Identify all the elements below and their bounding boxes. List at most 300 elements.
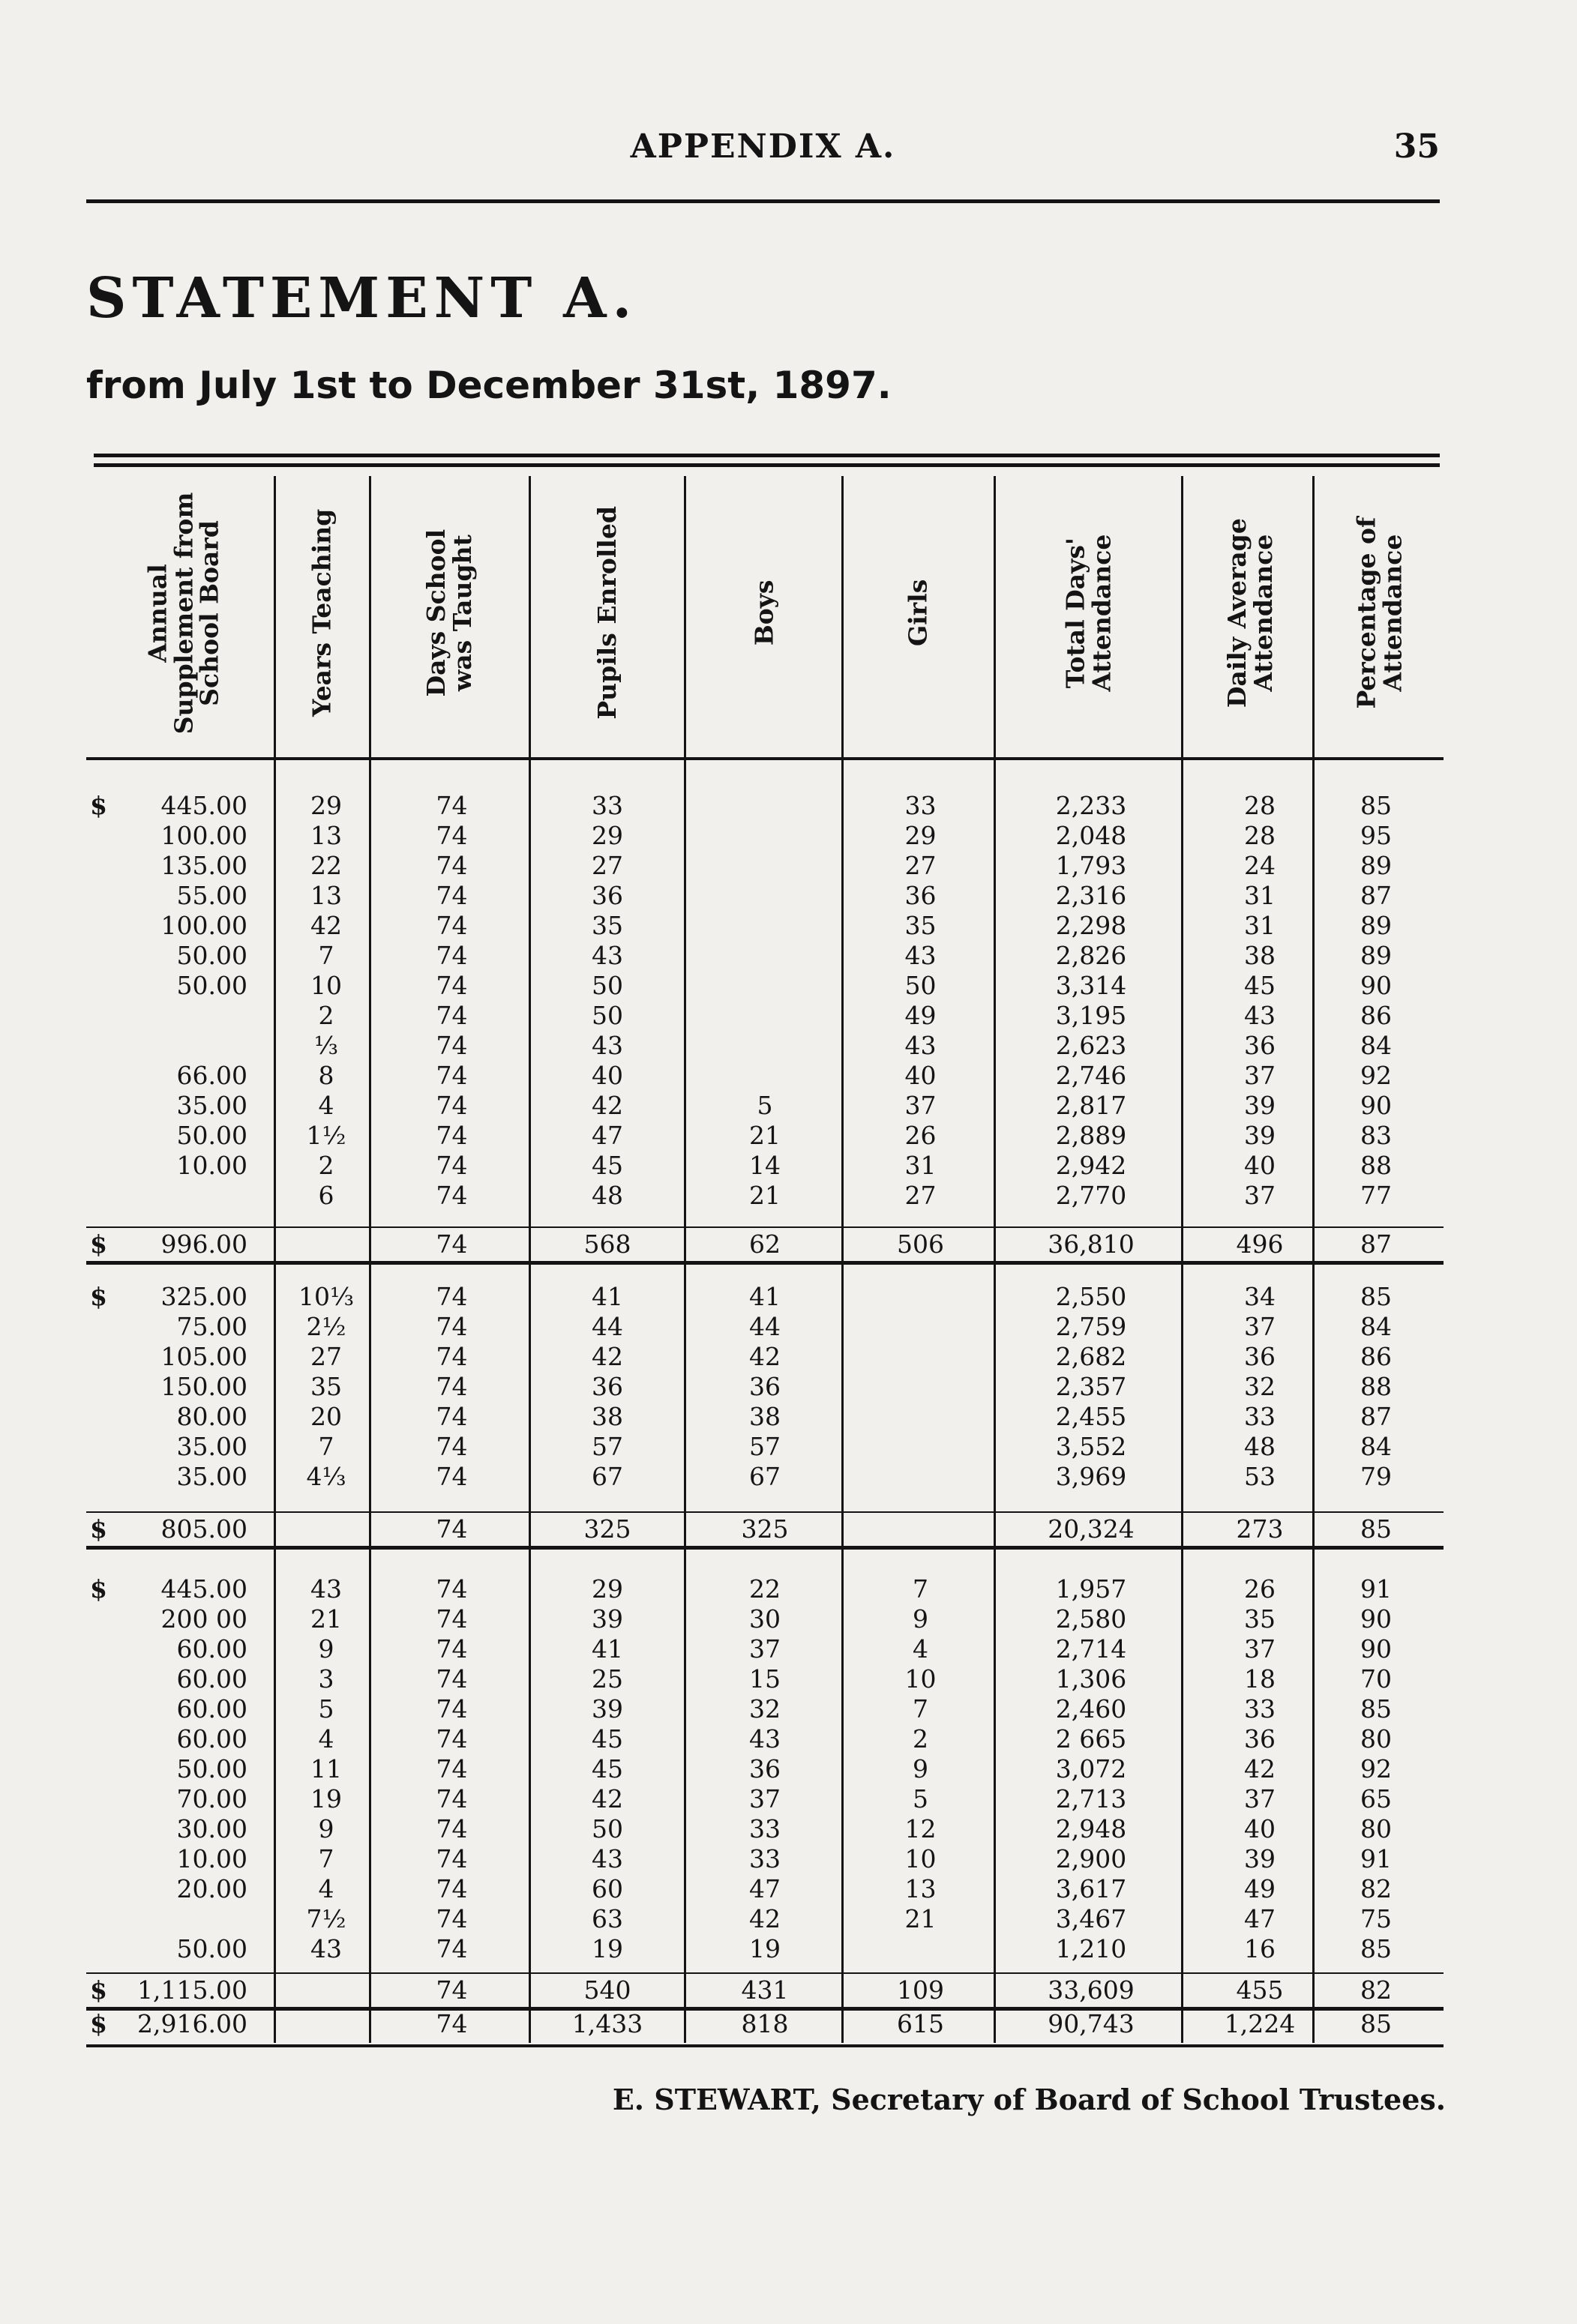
years-cell: 1½ bbox=[306, 1121, 346, 1150]
statement-title: STATEMENT A. bbox=[86, 266, 638, 331]
boys-cell: 5 bbox=[757, 1091, 773, 1120]
total-days-cell: 2,580 bbox=[1055, 1604, 1127, 1634]
column-header-girls bbox=[844, 476, 994, 750]
pupils-cell: 325 bbox=[583, 1514, 631, 1544]
pupils-cell: 540 bbox=[583, 1975, 631, 2005]
table-row bbox=[0, 1091, 1577, 1121]
daily-avg-cell: 43 bbox=[1244, 1001, 1276, 1030]
pupils-cell: 39 bbox=[592, 1694, 623, 1724]
total-days-cell: 3,467 bbox=[1055, 1904, 1127, 1933]
percentage-cell: 79 bbox=[1360, 1462, 1392, 1491]
daily-avg-cell: 40 bbox=[1244, 1814, 1276, 1843]
daily-avg-cell: 16 bbox=[1244, 1934, 1276, 1963]
column-header-years bbox=[274, 476, 371, 750]
table-top-rule bbox=[94, 454, 1440, 457]
supplement-cell: 10.00 bbox=[176, 1151, 247, 1180]
supplement-cell: 10.00 bbox=[176, 1844, 247, 1873]
years-cell: 4 bbox=[318, 1874, 334, 1903]
daily-avg-cell: 33 bbox=[1244, 1402, 1276, 1431]
days-cell: 74 bbox=[436, 1151, 468, 1180]
days-cell: 74 bbox=[436, 1664, 468, 1694]
supplement-cell: 30.00 bbox=[176, 1814, 247, 1843]
pupils-cell: 19 bbox=[592, 1934, 623, 1963]
girls-cell: 7 bbox=[913, 1694, 928, 1724]
years-cell: ⅓ bbox=[314, 1031, 338, 1060]
daily-avg-cell: 28 bbox=[1244, 821, 1276, 850]
percentage-cell: 87 bbox=[1360, 881, 1392, 910]
girls-cell: 49 bbox=[904, 1001, 937, 1030]
girls-cell: 21 bbox=[904, 1904, 937, 1933]
daily-avg-cell: 26 bbox=[1244, 1574, 1276, 1604]
pupils-cell: 60 bbox=[592, 1874, 623, 1903]
percentage-cell: 92 bbox=[1360, 1754, 1392, 1783]
pupils-cell: 568 bbox=[583, 1229, 631, 1259]
daily-avg-cell: 31 bbox=[1244, 911, 1276, 940]
total-days-cell: 2,900 bbox=[1055, 1844, 1127, 1873]
boys-cell: 37 bbox=[749, 1784, 781, 1813]
years-cell: 35 bbox=[310, 1372, 342, 1401]
total-days-cell: 1,957 bbox=[1055, 1574, 1127, 1604]
daily-avg-cell: 53 bbox=[1244, 1462, 1276, 1491]
days-cell: 74 bbox=[436, 1001, 468, 1030]
table-row bbox=[0, 1904, 1577, 1934]
daily-avg-cell: 32 bbox=[1244, 1372, 1276, 1401]
days-cell: 74 bbox=[436, 1874, 468, 1903]
girls-cell: 10 bbox=[904, 1844, 937, 1873]
pupils-cell: 41 bbox=[592, 1634, 623, 1664]
boys-cell: 41 bbox=[749, 1282, 781, 1311]
subtotal-row bbox=[0, 1975, 1577, 2005]
column-header-label: Total Days' Attendance bbox=[1060, 534, 1117, 692]
girls-cell: 29 bbox=[904, 821, 937, 850]
total-days-cell: 2,550 bbox=[1055, 1282, 1127, 1311]
days-cell: 74 bbox=[436, 1754, 468, 1783]
supplement-cell: 445.00 bbox=[160, 1574, 247, 1604]
days-cell: 74 bbox=[436, 1402, 468, 1431]
days-cell: 74 bbox=[436, 851, 468, 880]
column-header-days bbox=[371, 476, 529, 750]
table-row bbox=[0, 1814, 1577, 1844]
percentage-cell: 91 bbox=[1360, 1574, 1392, 1604]
pupils-cell: 25 bbox=[592, 1664, 623, 1694]
pupils-cell: 36 bbox=[592, 1372, 623, 1401]
days-cell: 74 bbox=[436, 1724, 468, 1753]
total-days-cell: 2,682 bbox=[1055, 1342, 1127, 1371]
total-days-cell: 2,460 bbox=[1055, 1694, 1127, 1724]
girls-cell: 43 bbox=[904, 1031, 937, 1060]
years-cell: 2 bbox=[318, 1001, 334, 1030]
dollar-sign: $ bbox=[90, 1229, 107, 1259]
years-cell: 6 bbox=[318, 1181, 334, 1210]
days-cell: 74 bbox=[436, 971, 468, 1000]
percentage-cell: 77 bbox=[1360, 1181, 1392, 1210]
boys-cell: 57 bbox=[749, 1432, 781, 1461]
supplement-cell: 70.00 bbox=[176, 1784, 247, 1813]
percentage-cell: 88 bbox=[1360, 1151, 1392, 1180]
column-header-label: Days School was Taught bbox=[421, 529, 477, 697]
days-cell: 74 bbox=[436, 1462, 468, 1491]
years-cell: 7 bbox=[318, 1844, 334, 1873]
supplement-cell: 60.00 bbox=[176, 1724, 247, 1753]
years-cell: 8 bbox=[318, 1061, 334, 1090]
days-cell: 74 bbox=[436, 2009, 468, 2038]
total-days-cell: 2,623 bbox=[1055, 1031, 1127, 1060]
days-cell: 74 bbox=[436, 1975, 468, 2005]
daily-avg-cell: 49 bbox=[1244, 1874, 1276, 1903]
column-header-label: Boys bbox=[749, 580, 779, 646]
table-row bbox=[0, 1061, 1577, 1091]
supplement-cell: 200 00 bbox=[160, 1604, 247, 1634]
pupils-cell: 38 bbox=[592, 1402, 623, 1431]
girls-cell: 9 bbox=[913, 1754, 928, 1783]
years-cell: 3 bbox=[318, 1664, 334, 1694]
total-days-cell: 2 665 bbox=[1055, 1724, 1127, 1753]
column-header-label: Pupils Enrolled bbox=[592, 506, 622, 720]
days-cell: 74 bbox=[436, 1814, 468, 1843]
percentage-cell: 84 bbox=[1360, 1031, 1392, 1060]
years-cell: 43 bbox=[310, 1574, 342, 1604]
total-days-cell: 1,793 bbox=[1055, 851, 1127, 880]
boys-cell: 21 bbox=[749, 1121, 781, 1150]
percentage-cell: 65 bbox=[1360, 1784, 1392, 1813]
column-header-pupils bbox=[529, 476, 686, 750]
pupils-cell: 67 bbox=[592, 1462, 623, 1491]
percentage-cell: 90 bbox=[1360, 1091, 1392, 1120]
table-bottom-rule bbox=[86, 2044, 1444, 2047]
total-days-cell: 2,746 bbox=[1055, 1061, 1127, 1090]
boys-cell: 14 bbox=[749, 1151, 781, 1180]
total-days-cell: 1,210 bbox=[1055, 1934, 1127, 1963]
table-row bbox=[0, 1402, 1577, 1432]
girls-cell: 36 bbox=[904, 881, 937, 910]
percentage-cell: 75 bbox=[1360, 1904, 1392, 1933]
total-days-cell: 2,942 bbox=[1055, 1151, 1127, 1180]
percentage-cell: 84 bbox=[1360, 1432, 1392, 1461]
appendix-title: APPENDIX A. bbox=[630, 127, 896, 166]
percentage-cell: 83 bbox=[1360, 1121, 1392, 1150]
pupils-cell: 43 bbox=[592, 1031, 623, 1060]
boys-cell: 37 bbox=[749, 1634, 781, 1664]
years-cell: 7 bbox=[318, 941, 334, 970]
table-row bbox=[0, 1754, 1577, 1784]
years-cell: 11 bbox=[310, 1754, 342, 1783]
boys-cell: 21 bbox=[749, 1181, 781, 1210]
pupils-cell: 35 bbox=[592, 911, 623, 940]
table-row bbox=[0, 1151, 1577, 1181]
total-days-cell: 2,948 bbox=[1055, 1814, 1127, 1843]
table-row bbox=[0, 1934, 1577, 1964]
days-cell: 74 bbox=[436, 1634, 468, 1664]
percentage-cell: 91 bbox=[1360, 1844, 1392, 1873]
percentage-cell: 89 bbox=[1360, 851, 1392, 880]
percentage-cell: 86 bbox=[1360, 1342, 1392, 1371]
percentage-cell: 85 bbox=[1360, 791, 1392, 820]
girls-cell: 12 bbox=[904, 1814, 937, 1843]
supplement-cell: 35.00 bbox=[176, 1462, 247, 1491]
daily-avg-cell: 47 bbox=[1244, 1904, 1276, 1933]
pupils-cell: 43 bbox=[592, 1844, 623, 1873]
girls-cell: 109 bbox=[897, 1975, 944, 2005]
days-cell: 74 bbox=[436, 1432, 468, 1461]
days-cell: 74 bbox=[436, 791, 468, 820]
table-row bbox=[0, 791, 1577, 821]
pupils-cell: 44 bbox=[592, 1312, 623, 1341]
total-days-cell: 3,552 bbox=[1055, 1432, 1127, 1461]
years-cell: 13 bbox=[310, 821, 342, 850]
percentage-cell: 88 bbox=[1360, 1372, 1392, 1401]
supplement-cell: 35.00 bbox=[176, 1091, 247, 1120]
years-cell: 27 bbox=[310, 1342, 342, 1371]
years-cell: 7½ bbox=[306, 1904, 346, 1933]
daily-avg-cell: 45 bbox=[1244, 971, 1276, 1000]
supplement-cell: 805.00 bbox=[160, 1514, 247, 1544]
days-cell: 74 bbox=[436, 1312, 468, 1341]
table-row bbox=[0, 1784, 1577, 1814]
total-days-cell: 2,298 bbox=[1055, 911, 1127, 940]
column-header-supplement bbox=[94, 476, 274, 750]
boys-cell: 44 bbox=[749, 1312, 781, 1341]
daily-avg-cell: 37 bbox=[1244, 1061, 1276, 1090]
column-header-daily-avg bbox=[1185, 476, 1316, 750]
pupils-cell: 43 bbox=[592, 941, 623, 970]
girls-cell: 27 bbox=[904, 851, 937, 880]
page-number: 35 bbox=[1393, 127, 1440, 166]
supplement-cell: 50.00 bbox=[176, 1754, 247, 1783]
total-days-cell: 2,817 bbox=[1055, 1091, 1127, 1120]
header-bottom-rule bbox=[86, 757, 1444, 760]
girls-cell: 4 bbox=[913, 1634, 928, 1664]
pupils-cell: 42 bbox=[592, 1784, 623, 1813]
daily-avg-cell: 28 bbox=[1244, 791, 1276, 820]
table-row bbox=[0, 1664, 1577, 1694]
pupils-cell: 29 bbox=[592, 821, 623, 850]
days-cell: 74 bbox=[436, 911, 468, 940]
daily-avg-cell: 37 bbox=[1244, 1634, 1276, 1664]
daily-avg-cell: 18 bbox=[1244, 1664, 1276, 1694]
percentage-cell: 85 bbox=[1360, 2009, 1392, 2038]
total-days-cell: 3,617 bbox=[1055, 1874, 1127, 1903]
table-row bbox=[0, 1462, 1577, 1492]
statement-subtitle: from July 1st to December 31st, 1897. bbox=[86, 364, 892, 407]
percentage-cell: 92 bbox=[1360, 1061, 1392, 1090]
pupils-cell: 42 bbox=[592, 1342, 623, 1371]
signature: E. STEWART, Secretary of Board of School Trustees. bbox=[612, 2083, 1446, 2116]
table-row bbox=[0, 1432, 1577, 1462]
supplement-cell: 445.00 bbox=[160, 791, 247, 820]
table-top-rule-2 bbox=[94, 463, 1440, 467]
supplement-cell: 66.00 bbox=[176, 1061, 247, 1090]
table-row bbox=[0, 971, 1577, 1001]
percentage-cell: 95 bbox=[1360, 821, 1392, 850]
daily-avg-cell: 35 bbox=[1244, 1604, 1276, 1634]
supplement-cell: 50.00 bbox=[176, 971, 247, 1000]
group-separator-rule bbox=[86, 1261, 1444, 1265]
days-cell: 74 bbox=[436, 1372, 468, 1401]
years-cell: 21 bbox=[310, 1604, 342, 1634]
years-cell: 5 bbox=[318, 1694, 334, 1724]
boys-cell: 19 bbox=[749, 1934, 781, 1963]
supplement-cell: 20.00 bbox=[176, 1874, 247, 1903]
boys-cell: 42 bbox=[749, 1342, 781, 1371]
table-row bbox=[0, 1031, 1577, 1061]
years-cell: 9 bbox=[318, 1634, 334, 1664]
girls-cell: 37 bbox=[904, 1091, 937, 1120]
pupils-cell: 1,433 bbox=[571, 2009, 643, 2038]
girls-cell: 10 bbox=[904, 1664, 937, 1694]
percentage-cell: 84 bbox=[1360, 1312, 1392, 1341]
daily-avg-cell: 36 bbox=[1244, 1031, 1276, 1060]
total-days-cell: 1,306 bbox=[1055, 1664, 1127, 1694]
supplement-cell: 135.00 bbox=[160, 851, 247, 880]
pupils-cell: 27 bbox=[592, 851, 623, 880]
pupils-cell: 63 bbox=[592, 1904, 623, 1933]
boys-cell: 33 bbox=[749, 1844, 781, 1873]
days-cell: 74 bbox=[436, 1061, 468, 1090]
days-cell: 74 bbox=[436, 1091, 468, 1120]
daily-avg-cell: 38 bbox=[1244, 941, 1276, 970]
percentage-cell: 86 bbox=[1360, 1001, 1392, 1030]
pupils-cell: 50 bbox=[592, 1814, 623, 1843]
table-row bbox=[0, 1634, 1577, 1664]
table-row bbox=[0, 1001, 1577, 1031]
boys-cell: 67 bbox=[749, 1462, 781, 1491]
years-cell: 22 bbox=[310, 851, 342, 880]
table-row bbox=[0, 821, 1577, 851]
total-days-cell: 2,316 bbox=[1055, 881, 1127, 910]
page-header bbox=[86, 127, 1440, 180]
years-cell: 42 bbox=[310, 911, 342, 940]
supplement-cell: 60.00 bbox=[176, 1634, 247, 1664]
percentage-cell: 85 bbox=[1360, 1514, 1392, 1544]
pupils-cell: 47 bbox=[592, 1121, 623, 1150]
percentage-cell: 87 bbox=[1360, 1402, 1392, 1431]
table-row bbox=[0, 1694, 1577, 1724]
dollar-sign: $ bbox=[90, 1975, 107, 2005]
subtotal-rule bbox=[86, 1226, 1444, 1228]
daily-avg-cell: 40 bbox=[1244, 1151, 1276, 1180]
percentage-cell: 82 bbox=[1360, 1975, 1392, 2005]
girls-cell: 31 bbox=[904, 1151, 937, 1180]
dollar-sign: $ bbox=[90, 791, 107, 820]
total-days-cell: 2,889 bbox=[1055, 1121, 1127, 1150]
supplement-cell: 105.00 bbox=[160, 1342, 247, 1371]
subtotal-rule bbox=[86, 1972, 1444, 1974]
days-cell: 74 bbox=[436, 1181, 468, 1210]
daily-avg-cell: 455 bbox=[1236, 1975, 1284, 2005]
boys-cell: 43 bbox=[749, 1724, 781, 1753]
percentage-cell: 80 bbox=[1360, 1724, 1392, 1753]
supplement-cell: 60.00 bbox=[176, 1694, 247, 1724]
girls-cell: 35 bbox=[904, 911, 937, 940]
years-cell: 19 bbox=[310, 1784, 342, 1813]
days-cell: 74 bbox=[436, 1282, 468, 1311]
pupils-cell: 45 bbox=[592, 1724, 623, 1753]
pupils-cell: 45 bbox=[592, 1754, 623, 1783]
total-days-cell: 2,455 bbox=[1055, 1402, 1127, 1431]
table-row bbox=[0, 1604, 1577, 1634]
table-row bbox=[0, 941, 1577, 971]
column-header-label: Percentage of Attendance bbox=[1351, 517, 1408, 709]
years-cell: 10⅓ bbox=[298, 1282, 354, 1311]
percentage-cell: 89 bbox=[1360, 911, 1392, 940]
daily-avg-cell: 37 bbox=[1244, 1784, 1276, 1813]
daily-avg-cell: 1,224 bbox=[1224, 2009, 1296, 2038]
daily-avg-cell: 39 bbox=[1244, 1091, 1276, 1120]
girls-cell: 33 bbox=[904, 791, 937, 820]
supplement-cell: 325.00 bbox=[160, 1282, 247, 1311]
days-cell: 74 bbox=[436, 1694, 468, 1724]
girls-cell: 27 bbox=[904, 1181, 937, 1210]
total-days-cell: 2,759 bbox=[1055, 1312, 1127, 1341]
years-cell: 2 bbox=[318, 1151, 334, 1180]
girls-cell: 43 bbox=[904, 941, 937, 970]
days-cell: 74 bbox=[436, 1031, 468, 1060]
boys-cell: 47 bbox=[749, 1874, 781, 1903]
total-days-cell: 3,195 bbox=[1055, 1001, 1127, 1030]
column-header-total-days bbox=[994, 476, 1185, 750]
boys-cell: 325 bbox=[741, 1514, 789, 1544]
total-days-cell: 2,048 bbox=[1055, 821, 1127, 850]
percentage-cell: 85 bbox=[1360, 1282, 1392, 1311]
percentage-cell: 70 bbox=[1360, 1664, 1392, 1694]
table-row bbox=[0, 1372, 1577, 1402]
years-cell: 13 bbox=[310, 881, 342, 910]
percentage-cell: 85 bbox=[1360, 1694, 1392, 1724]
table-row bbox=[0, 1312, 1577, 1342]
percentage-cell: 89 bbox=[1360, 941, 1392, 970]
days-cell: 74 bbox=[436, 1934, 468, 1963]
girls-cell: 615 bbox=[897, 2009, 944, 2038]
years-cell: 4⅓ bbox=[306, 1462, 346, 1491]
column-header-label: Annual Supplement from School Board bbox=[142, 492, 224, 734]
supplement-cell: 50.00 bbox=[176, 1934, 247, 1963]
percentage-cell: 90 bbox=[1360, 971, 1392, 1000]
boys-cell: 15 bbox=[749, 1664, 781, 1694]
supplement-cell: 996.00 bbox=[160, 1229, 247, 1259]
pupils-cell: 50 bbox=[592, 1001, 623, 1030]
supplement-cell: 80.00 bbox=[176, 1402, 247, 1431]
total-days-cell: 3,969 bbox=[1055, 1462, 1127, 1491]
subtotal-row bbox=[0, 1514, 1577, 1544]
supplement-cell: 150.00 bbox=[160, 1372, 247, 1401]
daily-avg-cell: 33 bbox=[1244, 1694, 1276, 1724]
total-days-cell: 90,743 bbox=[1048, 2009, 1135, 2038]
total-days-cell: 2,826 bbox=[1055, 941, 1127, 970]
days-cell: 74 bbox=[436, 1844, 468, 1873]
subtotal-row bbox=[0, 1229, 1577, 1259]
dollar-sign: $ bbox=[90, 1574, 107, 1604]
total-days-cell: 3,314 bbox=[1055, 971, 1127, 1000]
daily-avg-cell: 36 bbox=[1244, 1724, 1276, 1753]
daily-avg-cell: 39 bbox=[1244, 1844, 1276, 1873]
supplement-cell: 55.00 bbox=[176, 881, 247, 910]
boys-cell: 22 bbox=[749, 1574, 781, 1604]
column-header-boys bbox=[686, 476, 844, 750]
girls-cell: 50 bbox=[904, 971, 937, 1000]
pupils-cell: 42 bbox=[592, 1091, 623, 1120]
boys-cell: 36 bbox=[749, 1754, 781, 1783]
years-cell: 9 bbox=[318, 1814, 334, 1843]
table-row bbox=[0, 881, 1577, 911]
boys-cell: 30 bbox=[749, 1604, 781, 1634]
years-cell: 43 bbox=[310, 1934, 342, 1963]
supplement-cell: 50.00 bbox=[176, 941, 247, 970]
column-header-label: Daily Average Attendance bbox=[1222, 517, 1278, 708]
column-header-percentage bbox=[1316, 476, 1444, 750]
supplement-cell: 100.00 bbox=[160, 821, 247, 850]
table-row bbox=[0, 1724, 1577, 1754]
supplement-cell: 2,916.00 bbox=[137, 2009, 247, 2038]
